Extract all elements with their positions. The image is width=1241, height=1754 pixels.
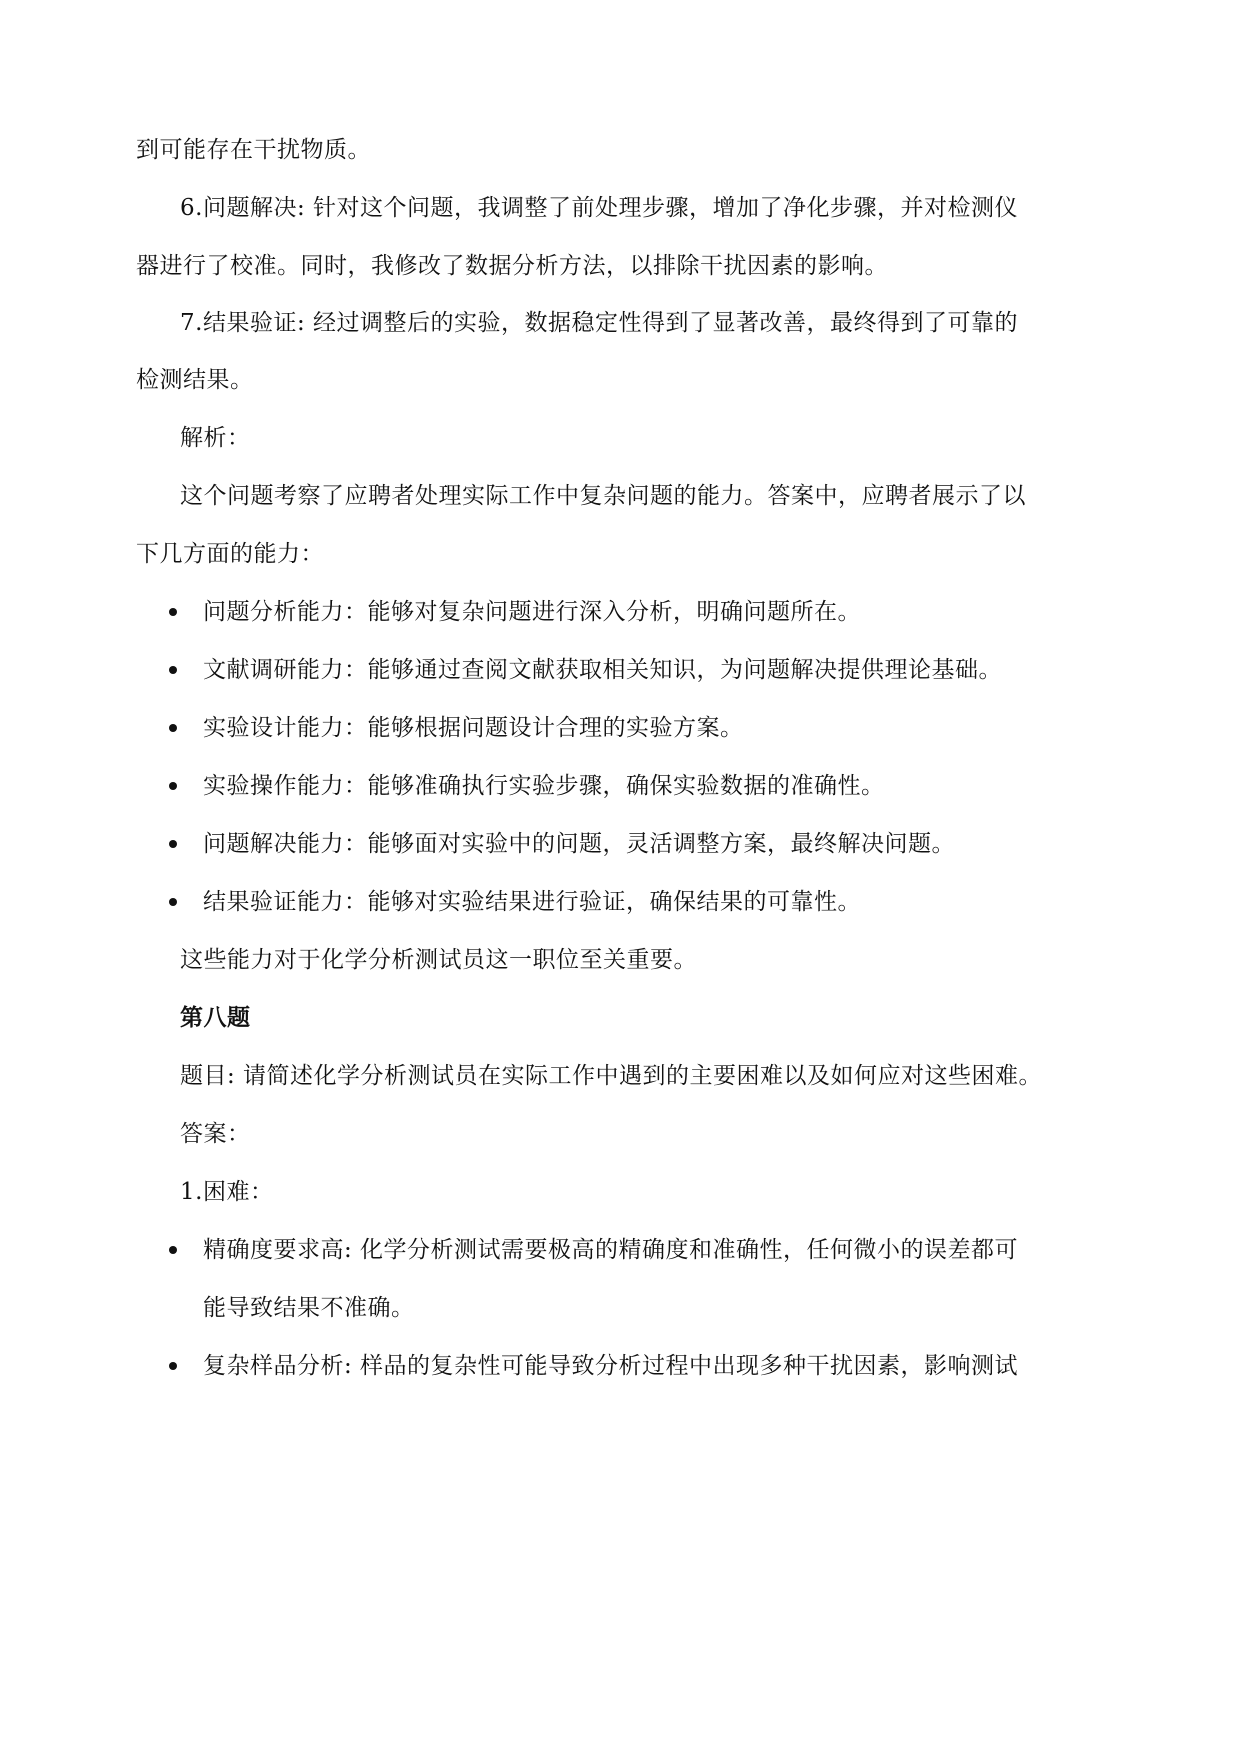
list-item-continuation: 能导致结果不准确。: [203, 1295, 415, 1321]
list-item: 实验操作能力：能够准确执行实验步骤，确保实验数据的准确性。: [203, 773, 885, 799]
list-item: 精确度要求高: 化学分析测试需要极高的精确度和准确性，任何微小的误差都可: [203, 1237, 1019, 1263]
text-line: 到可能存在干扰物质。: [136, 137, 371, 163]
list-item: 问题解决能力：能够面对实验中的问题，灵活调整方案，最终解决问题。: [203, 831, 955, 857]
bullet-icon: [169, 840, 177, 848]
text-line: 下几方面的能力：: [136, 541, 324, 567]
text-line: 检测结果。: [136, 367, 254, 393]
bullet-icon: [169, 898, 177, 906]
text-line: 6.问题解决: 针对这个问题，我调整了前处理步骤，增加了净化步骤，并对检测仪: [180, 195, 1019, 221]
bullet-icon: [169, 608, 177, 616]
list-item: 复杂样品分析: 样品的复杂性可能导致分析过程中出现多种干扰因素，影响测试: [203, 1353, 1019, 1379]
conclusion-text: 这些能力对于化学分析测试员这一职位至关重要。: [180, 947, 697, 973]
list-item: 结果验证能力：能够对实验结果进行验证，确保结果的可靠性。: [203, 889, 861, 915]
bullet-icon: [169, 1362, 177, 1370]
text-line: 器进行了校准。同时，我修改了数据分析方法，以排除干扰因素的影响。: [136, 253, 888, 279]
list-item: 文献调研能力：能够通过查阅文献获取相关知识，为问题解决提供理论基础。: [203, 657, 1002, 683]
bullet-icon: [169, 782, 177, 790]
section-title: 第八题: [180, 1005, 251, 1031]
answer-label: 答案：: [180, 1121, 251, 1147]
difficulty-heading: 1.困难：: [180, 1179, 274, 1205]
analysis-label: 解析：: [180, 425, 251, 451]
bullet-icon: [169, 724, 177, 732]
bullet-icon: [169, 1246, 177, 1254]
bullet-icon: [169, 666, 177, 674]
list-item: 问题分析能力：能够对复杂问题进行深入分析，明确问题所在。: [203, 599, 861, 625]
text-line: 7.结果验证: 经过调整后的实验，数据稳定性得到了显著改善，最终得到了可靠的: [180, 310, 1019, 336]
list-item: 实验设计能力：能够根据问题设计合理的实验方案。: [203, 715, 744, 741]
text-line: 这个问题考察了应聘者处理实际工作中复杂问题的能力。答案中，应聘者展示了以: [180, 483, 1026, 509]
question-text: 题目: 请简述化学分析测试员在实际工作中遇到的主要困难以及如何应对这些困难。: [180, 1063, 1043, 1089]
